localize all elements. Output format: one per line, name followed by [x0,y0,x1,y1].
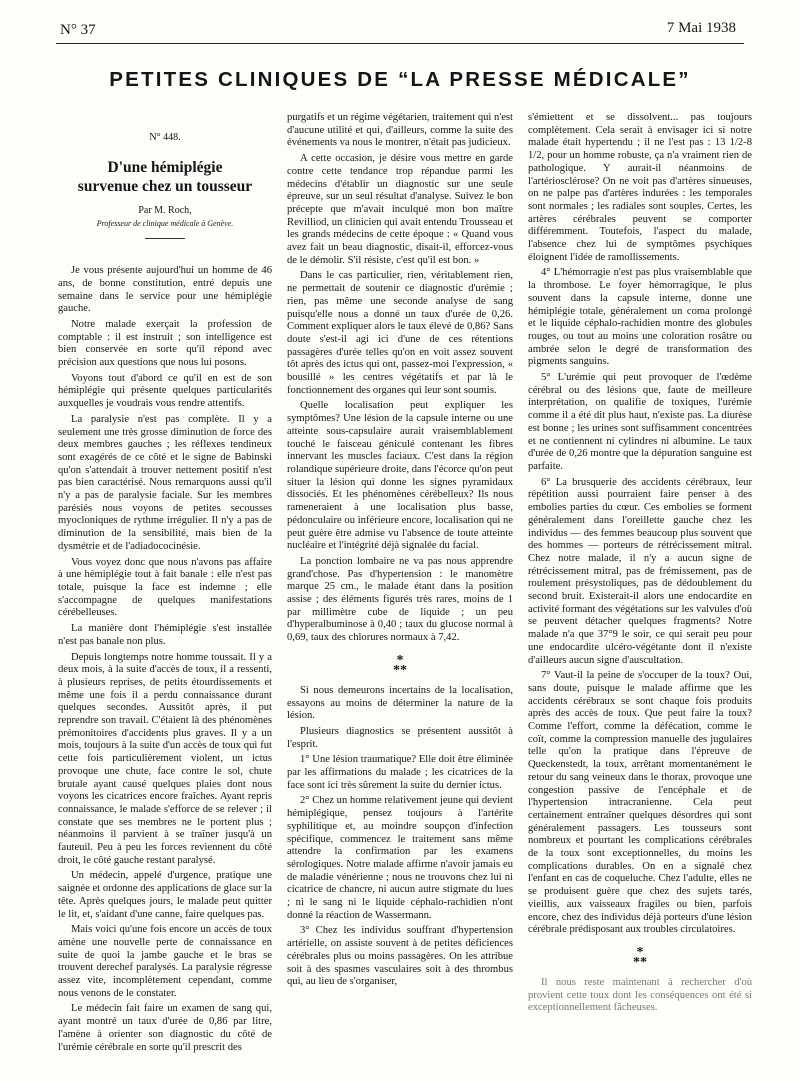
title-rule [145,238,185,239]
column-3 [528,112,752,1070]
paragraph: A cette occasion, je désire vous mettre en garde contre cette tendance trop répandue parmi les médecins d'établir un diagnostic sur une seule épreuve, sur un seul résultat d'analyse. Suivez le bon précepte que m'avait inculqué mon bon maître Revilliod, un clinicien qui avait entendu Trousseau et les grands médecins de cette époque : « Quand vous avez fait un beau diagnostic, disait-il, efforcez-vous de le démolir. S'il résiste, c'est qu'il est bon. » [287,153,513,266]
section-separator [528,945,752,970]
separator-star-top: * [636,945,644,960]
paragraph: La paralysie n'est pas complète. Il y a seulement une très grosse diminution de force des deux membres gauches ; les réflexes tendineux sont exagérés de ce côté et le signe de Babinski qu'on s'attendait à trouver nettement positif n'est pas bien caractérisé. Nous remarquons aussi qu'il n'y a pas de paralysie faciale. Sur les membres parésiés nous voyons de petites secousses myocloniques de rythme irrégulier. Il n'y a pas de diminution de la sensibilité, mais bien de la dysmétrie et de l'adiadococinésie. [58,413,272,552]
separator-stars-bottom [528,955,752,970]
article-columns [58,112,752,1070]
separator-star-left: * [393,662,400,678]
paragraph: Notre malade exerçait la profession de comptable : il est instruit ; son intelligence est bien conservée en sorte qu'il répond avec précision aux questions que nous lui posons. [58,318,272,369]
issue-date: 7 Mai 1938 [666,20,736,36]
paragraph: 5° L'urémie qui peut provoquer de l'œdème cérébral ou des lésions que, faute de meilleure interprétation, on qualifie de toxiques, l'urémie comme il a été dit plus haut, n'existe pas. La diurèse est bonne ; les urines sont suffisamment concentrées et ne contiennent ni cylindres ni albumine. Le taux d'urée de 0,26 montre que la dépuration sanguine est parfaite. [528,372,752,472]
paragraph: Vous voyez donc que nous n'avons pas affaire à une hémiplégie tout à fait banale : elle n'est pas totale, puisque la face est indemne ; elle s'accompagne de quelques manifestations cérébelleuses. [58,556,272,619]
paragraph: La manière dont l'hémiplégie s'est installée n'est pas banale non plus. [58,623,272,647]
paragraph: 3° Chez les individus souffrant d'hypertension artérielle, on assiste souvent à de petites déficiences cérébrales plus ou moins passagères. On les attribue soit à des spasmes vasculaires soit à des thrombus qui, au lieu de s'organiser, [287,925,513,988]
article-number: N° 448. [149,132,181,143]
column-1 [58,112,272,1070]
paragraph: Mais voici qu'une fois encore un accès de toux amène une nouvelle perte de connaissance en suite de quoi la jambe gauche et le bras se trouvent derechef paralysés. La paralysie régresse assez vite, incomplètement cependant, comme nous venons de le constater. [58,924,272,999]
paragraph: Dans le cas particulier, rien, véritablement rien, ne permettait de soutenir ce diagnostic d'urémie ; rien, pas même une seconde analyse de sang puisqu'elle nous a donné un taux d'urée de 0,26. Comment expliquer alors le taux élevé de 0,86? Sans doute s'est-il agi ici d'une de ces rétentions passagères d'urée telles qu'on en voit assez souvent tôt après des ictus qui ont, passez-moi l'expression, « bousillé » les centres végétatifs et par là le fonctionnement des organes qui leur sont soumis. [287,270,513,396]
paragraph: Plusieurs diagnostics se présentent aussitôt à l'esprit. [287,725,513,750]
section-separator [287,652,513,678]
separator-star-top: * [396,652,404,668]
article-author: Par M. Roch, [138,204,192,216]
paragraph: Je vous présente aujourd'hui un homme de 46 ans, de bonne constitution, entré depuis une semaine dans le service pour une hémiplégie gauche. [58,265,272,315]
separator-star-right: * [640,955,647,970]
paragraph: Depuis longtemps notre homme toussait. Il y a deux mois, à la suite d'accès de toux, il a ressenti, à plusieurs reprises, de petits étourdissements et même une fois il a perdu connaissance durant quelques secondes. Aussitôt après, il put reprendre son travail. C'étaient là des phénomènes prémonitoires d'accidents plus graves. Il y a un mois, toujours à la suite d'un accès de toux qui fut cette fois particulièrement violent, un ictus provoque une chute, face contre le sol, chute brutale ayant causé quelques plaies dont nous voyons les cicatrices encore fraîches. Ayant repris connaissance, le malade s'efforce de se relever ; il constate que ses membres ne le portent plus ; néanmoins il parvient à se traîner jusqu'à un fauteuil. Peu à peu les forces reviennent du côté droit, le côté gauche restant paralysé. [58,651,272,866]
article-title [58,158,272,196]
article-title-line-1: D'une hémiplégie [107,158,223,176]
paragraph: Il nous reste maintenant à rechercher d'où provient cette toux dont les conséquences ont été si exceptionnellement fâcheuses. [528,977,752,1014]
paragraph: Le médecin fait faire un examen de sang qui, ayant montré un taux d'urée de 0,86 par litre, l'amène à orienter son diagnostic du côté de l'urémie cérébrale en sorte qu'il prescrit des [58,1003,272,1053]
masthead: PETITES CLINIQUES DE “LA PRESSE MÉDICALE” [109,68,691,91]
article-title-line-2: survenue chez un tousseur [77,177,253,195]
paragraph: 2° Chez un homme relativement jeune qui devient hémiplégique, pensez toujours à l'artérite syphilitique et, au moindre soupçon d'infection spécifique, commencez le traitement sans même attendre la confirmation par les examens sérologiques. Notre malade affirme n'avoir jamais eu de maladie vénérienne ; nous ne trouvons chez lui ni cicatrice de chancre, ni aucun autre stigmate du lues ; ni le sang ni le liquide céphalo-rachidien n'ont donné la réaction de Wassermann. [287,795,513,921]
issue-number: N° 37 [60,22,96,38]
separator-stars-bottom [287,662,513,678]
paragraph: Si nous demeurons incertains de la localisation, essayons au moins de déterminer la nature de la lésion. [287,684,513,722]
paragraph: 4° L'hémorragie n'est pas plus vraisemblable que la thrombose. Le foyer hémorragique, le plus souvent dans la capsule interne, donne une hémiplégie totale, généralement un coma prolongé et le liquide céphalo-rachidien montre des globules rouges, ou tout au moins une coloration rosâtre ou ambrée selon le degré de transformation des pigments sanguins. [528,267,752,368]
paragraph: 1° Une lésion traumatique? Elle doit être éliminée par les affirmations du malade ; les cicatrices de la face sont ici très sûrement la suite du dernier ictus. [287,754,513,791]
paragraph: 6° La brusquerie des accidents cérébraux, leur répétition aussi pourraient faire penser à des embolies parties du cœur. Ces embolies se forment généralement dans l'oreillette gauche chez les individus — des femmes beaucoup plus souvent que des hommes — porteurs de rétrécissement mitral. Chez notre malade, il n'y a aucun signe de rétrécissement mitral, pas de frémissement, pas de roulement présystoliques, pas de dédoublement du second bruit. Existerait-il alors une endocardite en activité formant des végétations sur les valvules d'où se peuvent détacher quelques fragments? Notre malade n'a que 37°9 le soir, ce qui serait peu pour une endocardite ulcéro-végétante dont il n'existe d'ailleurs aucun signe d'auscultation. [528,476,752,666]
separator-star-left: * [633,955,640,970]
header-rule [56,43,744,44]
column-2 [287,112,513,1070]
paragraph: La ponction lombaire ne va pas nous apprendre grand'chose. Pas d'hypertension : le manomètre marque 25 cm., le malade étant dans la position assise ; des éléments figurés très rares, moins de 1 par millimètre cube de liquide ; un peu d'hyperalbuminose à 0,40 ; taux du glucose normal à 0,69, taux des chlorures normaux à 7,42. [287,555,513,644]
author-affiliation: Professeur de clinique médicale à Genève. [96,219,234,229]
paragraph: Quelle localisation peut expliquer les symptômes? Une lésion de la capsule interne ou une atteinte sous-capsulaire aurait vraisemblablement touché le faisceau géniculé contenant les fibres innervant les muscles faciaux. C'est dans la région rolandique supérieure droite, dans l'écorce qu'on peut situer la lésion qui donne les signes pyramidaux dissociés. Et les phénomènes cérébelleux? Ils nous rameneraient à une localisation plus basse, pédonculaire ou inférieure encore, localisation qui ne peut guère être admise vu l'absence de toute atteinte nucléaire et l'intégrité déjà signalée du facial. [287,400,513,552]
paragraph: s'émiettent et se dissolvent... pas toujours complètement. Cela serait à envisager ici si notre malade était hypertendu ; il ne l'est pas : 13 1/2-8 1/2, pour un homme robuste, ça n'a vraiment rien de pathologique. Y aurait-il néanmoins de l'artériosclérose? On ne voit pas d'artères sinueuses, on ne palpe pas d'artères indurées : les temporales sont normales ; les radiales sont souples. Certes, les artères cérébrales peuvent se comporter différemment. Toutefois, l'aspect du malade, l'absence chez lui de symptômes psychiques éloignent l'idée de ramollissements. [528,112,752,263]
separator-star-right: * [400,662,407,678]
paragraph: Voyons tout d'abord ce qu'il en est de son hémiplégie qui présente quelques particularités auxquelles je voudrais vous rendre attentifs. [58,372,272,410]
paragraph: Un médecin, appelé d'urgence, pratique une saignée et ordonne des applications de glace sur la tête. Après quelques jours, le malade peut quitter le lit, et, s'aidant d'une canne, faire quelques pas. [58,870,272,920]
paragraph: 7° Vaut-il la peine de s'occuper de la toux? Oui, sans doute, puisque le malade affirme que les accidents cérébraux se sont chaque fois produits après des accès de toux. Que peut faire la toux? Comme l'effort, comme la défécation, comme le coït, comme la compression manuelle des jugulaires telle qu'on la pratique dans l'épreuve de Queckenstedt, la toux, arrêtant momentanément le retour du sang veineux dans le thorax, provoque une congestion passive de l'encéphale et de l'hypertension intracranienne. Cela peut certainement entraîner quelques désordres qui sont généralement passagers. Les tousseurs sont nombreux et pourtant les complications cérébrales de la toux sont exceptionnelles, du moins les complications durables. On en a signalé chez l'enfant en cas de coqueluche. Chez l'adulte, elles ne se produisent guère que chez des sujets tarés, vieillis, aux vaisseaux fragiles ou bien, parfois encore, chez des individus déjà porteurs d'une lésion cérébrale prédisposant aux troubles circulatoires. [528,670,752,936]
paragraph: purgatifs et un régime végétarien, traitement qui n'est d'aucune utilité et qui, d'ailleurs, comme la suite des événements va nous le montrer, n'était pas judicieux. [287,112,513,149]
